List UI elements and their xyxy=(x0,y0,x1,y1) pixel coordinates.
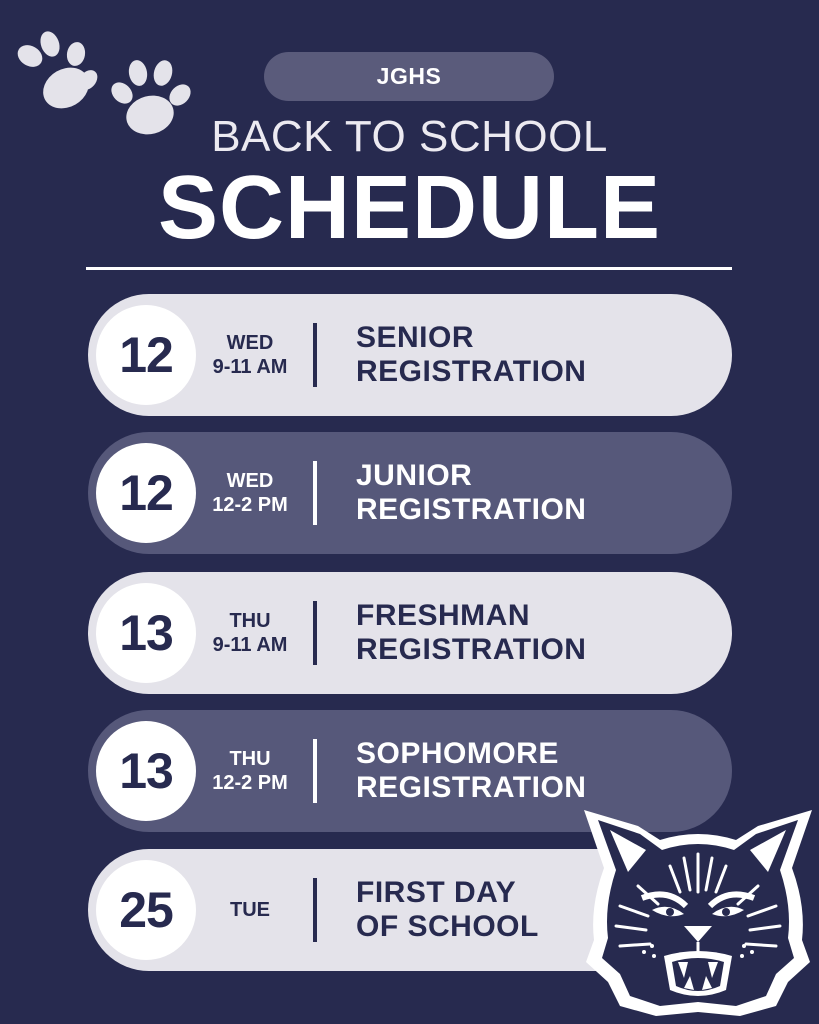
event-label xyxy=(356,572,636,694)
time-label: 12-2 PM xyxy=(212,494,288,516)
event-line: REGISTRATION xyxy=(356,493,587,526)
event-line: FIRST DAY xyxy=(356,876,517,909)
day-label: THU xyxy=(229,610,271,632)
date-circle: 13 xyxy=(96,721,196,821)
day-label: WED xyxy=(226,470,274,492)
date-circle: 25 xyxy=(96,860,196,960)
date-circle: 12 xyxy=(96,305,196,405)
day-time xyxy=(200,432,300,554)
schedule-row xyxy=(88,572,732,694)
day-time xyxy=(200,572,300,694)
row-separator xyxy=(313,461,317,525)
time-label: 9-11 AM xyxy=(212,634,288,656)
day-time xyxy=(200,294,300,416)
day-label: THU xyxy=(229,748,271,770)
day-time xyxy=(200,849,300,971)
event-line: FRESHMAN xyxy=(356,599,530,632)
row-separator xyxy=(313,739,317,803)
event-line: REGISTRATION xyxy=(356,633,587,666)
event-label xyxy=(356,432,636,554)
school-badge: JGHS xyxy=(264,52,554,101)
page-subtitle: BACK TO SCHOOL xyxy=(211,112,608,161)
event-line: SOPHOMORE xyxy=(356,737,559,770)
date-circle: 12 xyxy=(96,443,196,543)
event-line: REGISTRATION xyxy=(356,355,587,388)
wildcat-mascot-icon xyxy=(580,806,816,1018)
page-title: SCHEDULE xyxy=(157,158,662,258)
row-separator xyxy=(313,878,317,942)
day-label: WED xyxy=(226,332,274,354)
event-label xyxy=(356,294,636,416)
date-circle: 13 xyxy=(96,583,196,683)
row-separator xyxy=(313,323,317,387)
schedule-row xyxy=(88,294,732,416)
row-separator xyxy=(313,601,317,665)
event-line: SENIOR xyxy=(356,321,475,354)
day-label: TUE xyxy=(230,899,270,921)
time-label: 12-2 PM xyxy=(212,772,288,794)
event-line: JUNIOR xyxy=(356,459,473,492)
day-time xyxy=(200,710,300,832)
event-line: REGISTRATION xyxy=(356,771,587,804)
time-label: 9-11 AM xyxy=(212,356,288,378)
schedule-row xyxy=(88,432,732,554)
event-line: OF SCHOOL xyxy=(356,910,539,943)
title-divider xyxy=(86,267,732,270)
